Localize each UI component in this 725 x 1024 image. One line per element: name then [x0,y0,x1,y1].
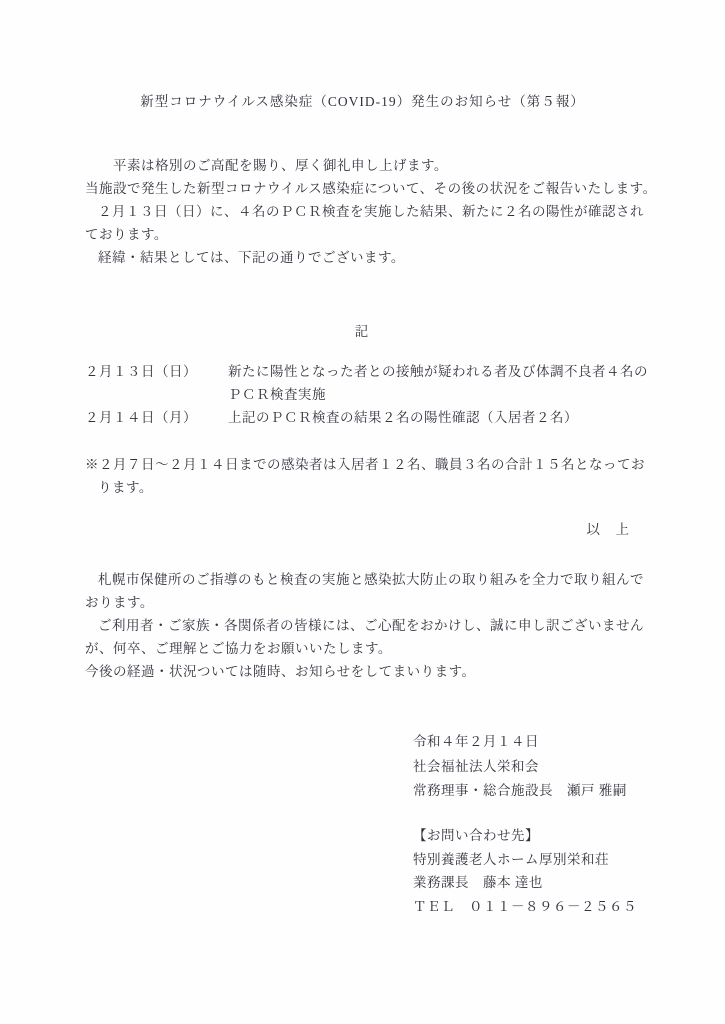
record-list [85,360,648,429]
intro-line-continuation: ております。 [85,227,168,242]
closing-ijou: 以 上 [586,522,630,537]
record-row-feb13 [85,360,648,406]
record-date: ２月１３日（日） [85,364,197,379]
body-line-cooperation: が、何卒、ご理解とご協力をお願いいたします。 [85,641,392,656]
closing-paragraph [85,568,644,683]
document-title: 新型コロナウイルス感染症（COVID-19）発生のお知らせ（第５報） [140,94,585,109]
intro-paragraph [85,154,657,269]
body-line-updates: 今後の経過・状況ついては随時、お知らせをしてまいります。 [85,664,476,679]
contact-person: 業務課長 藤本 達也 [413,875,543,890]
contact-facility: 特別養護老人ホーム厚別栄和荘 [413,851,609,867]
intro-line-report: 当施設で発生した新型コロナウイルス感染症について、その後の状況をご報告いたします。 [85,181,657,196]
contact-heading: 【お問い合わせ先】 [413,828,539,843]
total-cases-note [85,453,645,499]
record-description-line: ＰＣＲ検査実施 [228,387,326,402]
note-line: ※２月７日～２月１４日までの感染者は入居者１２名、職員３名の合計１５名となってお [85,457,645,472]
body-line-apology: ご利用者・ご家族・各関係者の皆様には、ご心配をおかけし、誠に申し訳ございません [98,618,644,633]
record-description [228,406,641,429]
record-section-heading: 記 [354,324,371,339]
record-description [228,360,648,406]
contact-block [413,824,637,918]
note-line: ります。 [98,480,153,495]
contact-tel: ＴＥＬ ０１１－８９６－２５６５ [413,898,637,914]
record-date: ２月１４日（月） [85,410,197,425]
intro-line-greeting: 平素は格別のご高配を賜り、厚く御礼申し上げます。 [113,158,448,173]
signature-signer: 常務理事・総合施設長 瀬戸 雅嗣 [413,783,627,798]
intro-line-details: 経緯・結果としては、下記の通りでございます。 [98,250,405,265]
body-line-health-center: 札幌市保健所のご指導のもと検査の実施と感染拡大防止の取り組みを全力で取り組んで [98,572,644,587]
signature-organization: 社会福祉法人栄和会 [413,758,539,774]
signature-block [413,730,627,804]
body-line-continuation: おります。 [85,595,154,610]
intro-line-pcr-result: ２月１３日（日）に、４名のＰＣＲ検査を実施した結果、新たに２名の陽性が確認され [98,204,644,219]
record-row-feb14 [85,406,641,429]
record-description-line: 新たに陽性となった者との接触が疑われる者及び体調不良者４名の [228,364,648,379]
record-description-line: 上記のＰＣＲ検査の結果２名の陽性確認（入居者２名） [228,410,578,425]
signature-date: 令和４年２月１４日 [413,734,539,749]
